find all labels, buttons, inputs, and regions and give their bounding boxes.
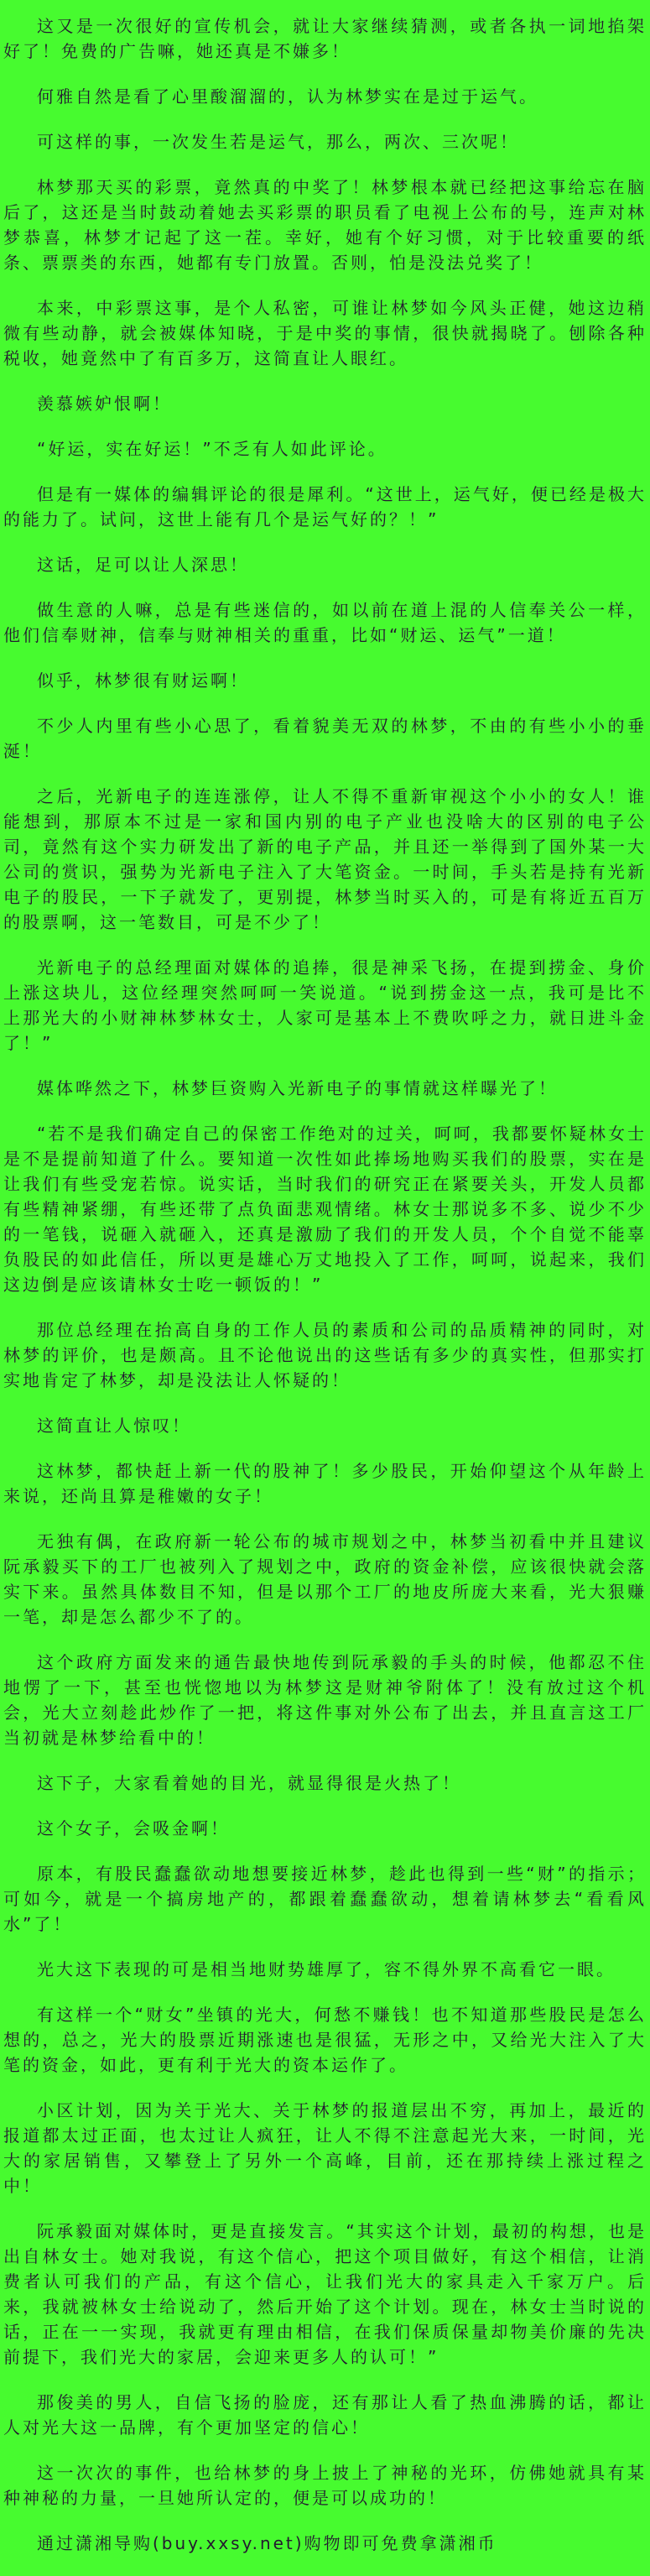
- paragraph: 阮承毅面对媒体时，更是直接发言。“其实这个计划，最初的构想，也是出自林女士。她对我说，有这个信心，把这个项目做好，有这个相信，让消费者认可我们的产品，有这个信心，让我们光大的家具走入千家万户。后来，我就被林女士给说动了，然后开始了这个计划。现在，林女士当时说的话，正在一一实现，我就更有理由相信，在我们保质保量却物美价廉的先决前提下，我们光大的家居，会迎来更多人的认可！”: [3, 2221, 647, 2367]
- paragraph: 这一次次的事件，也给林梦的身上披上了神秘的光环，仿佛她就具有某种神秘的力量，一旦她所认定的，便是可以成功的！: [3, 2463, 647, 2508]
- paragraph: 这个政府方面发来的通告最快地传到阮承毅的手头的时候，他都忍不住地愣了一下，甚至也恍惚地以为林梦这是财神爷附体了！没有放过这个机会，光大立刻趁此炒作了一把，将这件事对外公布了出去，并且直言这工厂当初就是林梦给看中的！: [3, 1652, 647, 1748]
- paragraph: 这又是一次很好的宣传机会，就让大家继续猜测，或者各执一词地掐架好了！免费的广告嘛，她还真是不嫌多！: [3, 16, 647, 61]
- paragraph: 本来，中彩票这事，是个人私密，可谁让林梦如今风头正健，她这边稍微有些动静，就会被媒体知晓，于是中奖的事情，很快就揭晓了。刨除各种税收，她竟然中了有百多万，这简直让人眼红。: [3, 298, 647, 368]
- promo-footer: 通过潇湘导购(buy.xxsy.net)购物即可免费拿潇湘币: [37, 2533, 497, 2553]
- paragraph: 似乎，林梦很有财运啊！: [37, 670, 249, 691]
- paragraph: 羡慕嫉妒恨啊！: [37, 394, 172, 414]
- paragraph: 那位总经理在抬高自身的工作人员的素质和公司的品质精神的同时，对林梦的评价，也是颇高。且不论他说出的这些话有多少的真实性，但那实打实地肯定了林梦，却是没法让人怀疑的！: [3, 1320, 647, 1390]
- paragraph: 可这样的事，一次发生若是运气，那么，两次、三次呢！: [37, 132, 519, 152]
- paragraph: 但是有一媒体的编辑评论的很是犀利。“这世上，运气好，便已经是极大的能力了。试问，这世上能有几个是运气好的？！”: [3, 484, 647, 529]
- paragraph: 小区计划，因为关于光大、关于林梦的报道层出不穷，再加上，最近的报道都太过正面，也太过让人疯狂，让人不得不注意起光大来，一时间，光大的家居销售，又攀登上了另外一个高峰，目前，还在那持续上涨过程之中！: [3, 2100, 647, 2196]
- paragraph: 有这样一个“财女”坐镇的光大，何愁不赚钱！也不知道那些股民是怎么想的，总之，光大的股票近期涨速也是很猛，无形之中，又给光大注入了大笔的资金，如此，更有利于光大的资本运作了。: [3, 2005, 647, 2075]
- paragraph: 这简直让人惊叹！: [37, 1416, 191, 1436]
- paragraph: 这林梦，都快赶上新一代的股神了！多少股民，开始仰望这个从年龄上来说，还尚且算是稚嫩的女子！: [3, 1461, 647, 1506]
- paragraph: 原本，有股民蠢蠢欲动地想要接近林梦，趁此也得到一些“财”的指示；可如今，就是一个搞房地产的，都跟着蠢蠢欲动，想着请林梦去“看看风水”了！: [3, 1864, 647, 1934]
- paragraph: 这个女子，会吸金啊！: [37, 1818, 230, 1838]
- paragraph: 之后，光新电子的连连涨停，让人不得不重新审视这个小小的女人！谁能想到，那原本不过是一家和国内别的电子产业也没啥大的区别的电子公司，竟然有这个实力研发出了新的电子产品，并且还一举得到了国外某一大公司的赏识，强势为光新电子注入了大笔资金。一时间，手头若是持有光新电子的股民，一下子就发了，更别提，林梦当时买入的，可是有将近五百万的股票啊，这一笔数目，可是不少了！: [3, 786, 647, 932]
- paragraph: “若不是我们确定自己的保密工作绝对的过关，呵呵，我都要怀疑林女士是不是提前知道了什么。要知道一次性如此捧场地购买我们的股票，实在是让我们有些受宠若惊。说实话，当时我们的研究正在紧要关头，开发人员都有些精神紧绷，有些还带了点负面悲观情绪。林女士那说多不多、说少不少的一笔钱，说砸入就砸入，还真是激励了我们的开发人员，个个自觉不能辜负股民的如此信任，所以更是雄心万丈地投入了工作，呵呵，说起来，我们这边倒是应该请林女士吃一顿饭的！”: [3, 1124, 647, 1295]
- paragraph: 做生意的人嘛，总是有些迷信的，如以前在道上混的人信奉关公一样，他们信奉财神，信奉与财神相关的重重，比如“财运、运气”一道！: [3, 600, 647, 645]
- paragraph: 何雅自然是看了心里酸溜溜的，认为林梦实在是过于运气。: [37, 86, 538, 107]
- paragraph: 那俊美的男人，自信飞扬的脸庞，还有那让人看了热血沸腾的话，都让人对光大这一品牌，有个更加坚定的信心！: [3, 2392, 647, 2438]
- paragraph: 无独有偶，在政府新一轮公布的城市规划之中，林梦当初看中并且建议阮承毅买下的工厂也被列入了规划之中，政府的资金补偿，应该很快就会落实下来。虽然具体数目不知，但是以那个工厂的地皮所庞大来看，光大狠赚一笔，却是怎么都少不了的。: [3, 1531, 647, 1627]
- paragraph: 这下子，大家看着她的目光，就显得很是火热了！: [37, 1773, 461, 1793]
- paragraph: 不少人内里有些小心思了，看着貌美无双的林梦，不由的有些小小的垂涎！: [3, 716, 647, 761]
- paragraph: “好运，实在好运！”不乏有人如此评论。: [37, 439, 387, 459]
- paragraph: 光新电子的总经理面对媒体的追捧，很是神采飞扬，在提到捞金、身价上涨这块儿，这位经理突然呵呵一笑说道。“说到捞金这一点，我可是比不上那光大的小财神林梦林女士，人家可是基本上不费吹呼之力，就日进斗金了！”: [3, 957, 647, 1053]
- paragraph: 这话，足可以让人深思！: [37, 555, 249, 575]
- paragraph: 光大这下表现的可是相当地财势雄厚了，容不得外界不高看它一眼。: [37, 1959, 616, 1979]
- chapter-text: [3, 13, 647, 2511]
- paragraph: 媒体哗然之下，林梦巨资购入光新电子的事情就这样曝光了！: [37, 1078, 558, 1098]
- paragraph: 林梦那天买的彩票，竟然真的中奖了！林梦根本就已经把这事给忘在脑后了，这还是当时鼓动着她去买彩票的职员看了电视上公布的号，连声对林梦恭喜，林梦才记起了这一茬。幸好，她有个好习惯，对于比较重要的纸条、票票类的东西，她都有专门放置。否则，怕是没法兑奖了！: [3, 177, 647, 273]
